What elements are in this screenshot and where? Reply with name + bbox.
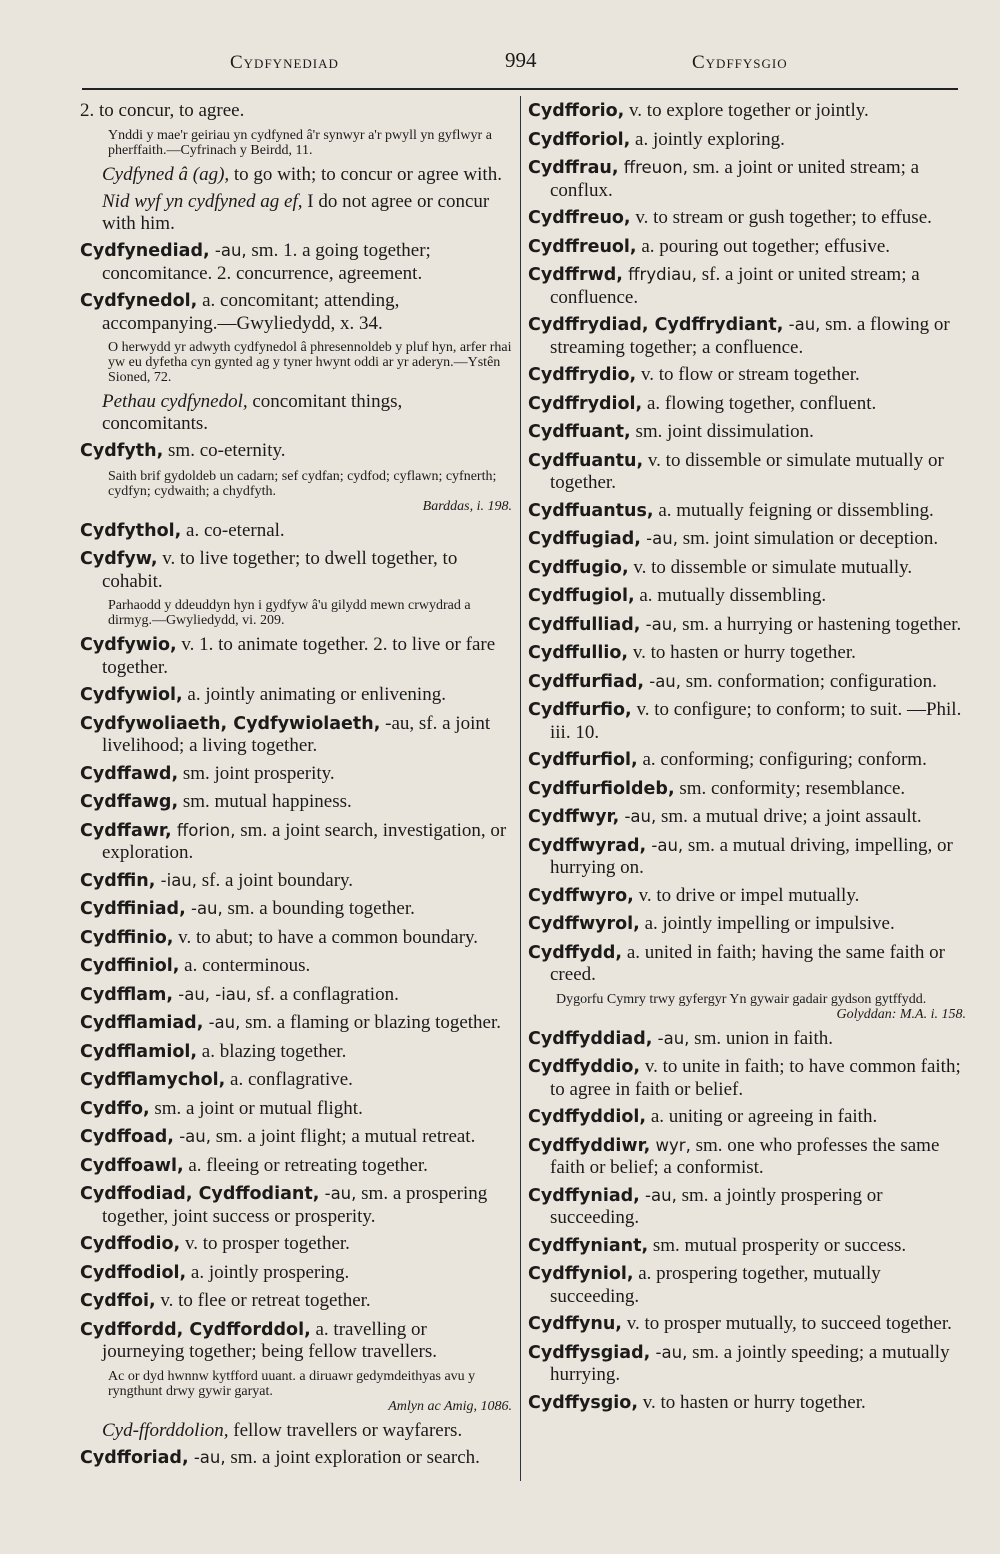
entry-headword: Cydffoi,: [80, 1291, 156, 1311]
dictionary-entry: [80, 1319, 512, 1363]
dictionary-entry: [528, 614, 966, 637]
citation-quote: [80, 1369, 512, 1414]
entry-headword: Cydffiniad,: [80, 899, 186, 919]
entry-definition: sm. 1. a going together; concomitance. 2. concurrence, agreement.: [102, 240, 431, 284]
entry-definition: sm. a joint or united stream; a conflux.: [550, 157, 920, 201]
dictionary-entry: [528, 913, 966, 936]
entry-definition: sm. a jointly speeding; a mutually hurrying.: [550, 1341, 950, 1385]
dictionary-entry: [528, 393, 966, 416]
entry-definition: a. mutually dissembling.: [634, 585, 827, 606]
dictionary-entry: [80, 870, 512, 893]
entry-plural: -iau,: [155, 870, 198, 890]
entry-plural: -au,: [173, 1127, 211, 1146]
entry-plural: -au, -iau,: [173, 984, 252, 1004]
entry-definition: v. to live together; to dwell together, to cohabit.: [102, 548, 458, 592]
entry-definition: sm. a joint or mutual flight.: [149, 1097, 363, 1119]
dictionary-entry: [528, 1235, 966, 1258]
entry-definition: a. united in faith; having the same faith or creed.: [550, 941, 945, 985]
dictionary-entry: [528, 1342, 966, 1386]
entry-definition: sm. a flowing or streaming together; a confluence.: [550, 314, 950, 358]
dictionary-entry: [528, 207, 966, 230]
entry-definition: v. to flow or stream together.: [636, 364, 860, 385]
entry-definition: a. conflagrative.: [225, 1069, 353, 1090]
entry-plural: -au,: [203, 1013, 241, 1032]
entry-headword: Cydffodio,: [80, 1234, 181, 1254]
entry-definition: sm. a mutual driving, impelling, or hurrying on.: [550, 834, 953, 878]
entry-definition: a. flowing together, confluent.: [642, 392, 877, 414]
entry-headword: Cydffoawl,: [80, 1155, 184, 1176]
entry-definition: sm. one who professes the same faith or belief; a conformist.: [550, 1134, 940, 1178]
dictionary-entry: [528, 699, 966, 743]
dictionary-entry: [528, 585, 966, 608]
dictionary-entry: [528, 421, 966, 444]
entry-definition: sm. a joint search, investigation, or exploration.: [102, 819, 507, 863]
citation-quote: [80, 128, 512, 158]
entry-plural: -au,: [185, 899, 223, 918]
dictionary-entry: [80, 713, 512, 757]
running-header: [80, 48, 960, 78]
quote-text: Parhaodd y ddeuddyn hyn i gydfyw â'u gilydd mewn crwydrad a dirmyg.—Gwyliedydd, vi. 209.: [108, 598, 471, 628]
entry-headword: Cydffyniol,: [528, 1264, 634, 1284]
entry-definition: a. conforming; configuring; conform.: [637, 749, 927, 770]
dictionary-entry: [80, 520, 512, 543]
entry-headword: Cydffugiad,: [528, 529, 641, 549]
entry-plural: -au,: [639, 1185, 677, 1205]
dictionary-entry: [80, 1447, 512, 1470]
entry-definition: a. travelling or journeying together; being fellow travellers.: [102, 1318, 438, 1362]
citation-quote: [80, 469, 512, 514]
entry-headword: Cydffo,: [80, 1098, 150, 1119]
entry-definition: a. co-eternal.: [181, 519, 285, 541]
column-divider: [520, 96, 521, 1481]
entry-definition: v. to abut; to have a common boundary.: [173, 926, 479, 948]
entry-plural: -au,: [640, 529, 678, 548]
entry-headword: Cydffawr,: [80, 820, 172, 841]
sub-phrase: [80, 191, 512, 234]
entry-definition: sm. joint dissimulation.: [630, 421, 814, 442]
entry-headword: Cydfyth,: [80, 441, 164, 461]
dictionary-entry: [528, 236, 966, 259]
dictionary-entry: [528, 1135, 966, 1179]
entry-definition: v. 1. to animate together. 2. to live or fare together.: [102, 634, 496, 678]
dictionary-entry: [80, 1012, 512, 1035]
continuation-text: 2. to concur, to agree.: [80, 100, 245, 121]
header-right-guideword: Cydffysgio: [692, 52, 788, 73]
entry-headword: Cydffrydiad, Cydffrydiant,: [528, 315, 784, 335]
entry-headword: Cydffyniant,: [528, 1235, 649, 1256]
dictionary-entry: [80, 634, 512, 678]
sub-phrase: [80, 1420, 512, 1442]
dictionary-entry: [80, 927, 512, 950]
entry-definition: sm. co-eternity.: [163, 440, 286, 461]
entry-definition: v. to hasten or hurry together.: [628, 642, 856, 663]
dictionary-entry: [80, 290, 512, 334]
entry-definition: v. to flee or retreat together.: [155, 1290, 371, 1311]
entry-definition: sm. a bounding together.: [222, 898, 415, 919]
phrase-translation: to go with; to concur or agree with.: [229, 163, 502, 185]
entry-definition: a. pouring out together; effusive.: [636, 235, 891, 257]
entry-headword: Cydffodiad, Cydffodiant,: [80, 1184, 320, 1204]
entry-headword: Cydffrwd,: [528, 265, 623, 285]
dictionary-entry: [528, 835, 966, 879]
entry-definition: sm. mutual prosperity or success.: [648, 1234, 907, 1256]
dictionary-entry: [80, 820, 512, 864]
dictionary-entry: [528, 364, 966, 387]
dictionary-entry: [80, 1233, 512, 1256]
entry-headword: Cydffurfiol,: [528, 750, 638, 770]
dictionary-entry: [80, 548, 512, 592]
entry-definition: a. jointly exploring.: [630, 128, 785, 150]
entry-headword: Cydfforiad,: [80, 1448, 189, 1468]
dictionary-entry: [528, 671, 966, 694]
entry-headword: Cydffrydiol,: [528, 393, 643, 414]
dictionary-entry: [80, 1041, 512, 1064]
entry-definition: a. conterminous.: [179, 955, 311, 976]
entry-definition: v. to drive or impel mutually.: [633, 884, 860, 906]
dictionary-entry: [80, 1098, 512, 1121]
quote-text: Saith brif gydoldeb un cadarn; sef cydfan; cydfod; cyflawn; cyfnerth; cydfyn; cydwaith; a chydfyth.: [108, 468, 497, 499]
entry-headword: Cydfywio,: [80, 635, 177, 655]
entry-headword: Cydffwyro,: [528, 885, 634, 906]
entry-headword: Cydffuantu,: [528, 450, 644, 471]
entry-plural: -au,: [650, 1342, 688, 1362]
entry-plural: -au,: [646, 835, 684, 855]
entry-headword: Cydffynu,: [528, 1314, 622, 1334]
phrase-translation: I do not agree or concur with him.: [102, 191, 490, 234]
page-number: 994: [505, 48, 537, 72]
dictionary-entry: [528, 642, 966, 665]
dictionary-entry: [80, 1183, 512, 1227]
dictionary-entry: [80, 898, 512, 921]
entry-definition: a. blazing together.: [197, 1040, 347, 1062]
entry-definition: sm. union in faith.: [689, 1027, 833, 1049]
entry-headword: Cydffysgiad,: [528, 1342, 651, 1363]
entry-headword: Cydffydd,: [528, 942, 623, 963]
quote-source: Amlyn ac Amig, 1086.: [388, 1398, 512, 1414]
entry-headword: Cydffurfioldeb,: [528, 778, 675, 799]
dictionary-entry: [528, 885, 966, 908]
entry-headword: Cydffwyr,: [528, 807, 620, 827]
entry-plural: -au,: [188, 1448, 226, 1467]
phrase-welsh: Cyd-fforddolion,: [102, 1419, 229, 1441]
entry-definition: a. jointly prospering.: [186, 1261, 350, 1283]
entry-headword: Cydffawd,: [80, 763, 179, 784]
entry-headword: Cydfynedol,: [80, 291, 198, 311]
citation-quote: [80, 598, 512, 628]
dictionary-entry: [528, 1028, 966, 1051]
entry-headword: Cydffreuo,: [528, 208, 631, 228]
dictionary-entry: [528, 450, 966, 494]
sub-phrase: [80, 164, 512, 186]
dictionary-entry: [528, 557, 966, 580]
entry-headword: Cydffoad,: [80, 1127, 174, 1147]
entry-definition: sf. a joint or united stream; a confluence.: [550, 264, 920, 308]
dictionary-entry: [528, 1392, 966, 1415]
entry-plural: fforion,: [171, 820, 236, 840]
dictionary-entry: [528, 1313, 966, 1336]
entry-headword: Cydffugiol,: [528, 586, 635, 606]
dictionary-entry: [528, 778, 966, 801]
entry-definition: sm. a mutual drive; a joint assault.: [656, 806, 922, 827]
entry-definition: sm. a jointly prospering or succeeding.: [550, 1184, 883, 1228]
entry-definition: a. uniting or agreeing in faith.: [646, 1106, 878, 1127]
dictionary-entry: [80, 240, 512, 284]
entry-definition: a. prospering together, mutually succeeding.: [550, 1263, 881, 1307]
entry-definition: v. to hasten or hurry together.: [637, 1391, 866, 1413]
entry-definition: sf. a conflagration.: [251, 983, 399, 1005]
entry-definition: a. mutually feigning or dissembling.: [653, 499, 934, 521]
entry-plural: wyr,: [650, 1135, 691, 1155]
entry-headword: Cydffodiol,: [80, 1262, 187, 1283]
quote-text: Ynddi y mae'r geiriau yn cydfyned â'r synwyr a'r pwyll yn gyflwyr a pherffaith.—Cyfrinach y Beirdd, 11.: [108, 127, 492, 158]
dictionary-entry: [80, 1155, 512, 1178]
entry-headword: Cydffullio,: [528, 643, 629, 663]
dictionary-entry: [528, 129, 966, 152]
entry-headword: Cydffin,: [80, 870, 156, 891]
entry-headword: Cydfforio,: [528, 101, 625, 121]
dictionary-entry: [528, 500, 966, 523]
quote-text: O herwydd yr adwyth cydfynedol â phresennoldeb y pluf hyn, arfer rhai yw eu dyfetha cyn gynted ag y tyner hwynt oddi ar yr aderyn.—Ystên Sioned, 72.: [108, 340, 512, 385]
entry-definition: sm. a flaming or blazing together.: [240, 1012, 502, 1033]
dictionary-entry: [80, 763, 512, 786]
entry-plural: ffreuon,: [618, 158, 688, 177]
entry-definition: sf. a joint boundary.: [197, 869, 354, 891]
entry-headword: Cydffuantus,: [528, 500, 654, 521]
dictionary-entry: [528, 1185, 966, 1229]
citation-quote: [80, 340, 512, 385]
entry-definition: sm. a hurrying or hastening together.: [677, 613, 962, 635]
entry-headword: Cydffyddiad,: [528, 1028, 653, 1049]
entry-definition: v. to dissemble or simulate mutually.: [628, 556, 913, 578]
entry-definition: a. fleeing or retreating together.: [183, 1154, 428, 1176]
entry-headword: Cydffiniol,: [80, 956, 180, 976]
entry-definition: sm. conformity; resemblance.: [674, 777, 906, 799]
entry-definition: a. concomitant; attending, accompanying.—Gwyliedydd, x. 34.: [102, 290, 400, 334]
entry-headword: Cydffyddio,: [528, 1057, 641, 1077]
entry-definition: sm. mutual happiness.: [178, 791, 352, 812]
entry-headword: Cydfythol,: [80, 520, 182, 541]
entry-plural: -au,: [640, 614, 678, 634]
dictionary-entry: [528, 264, 966, 308]
entry-headword: Cydffreuol,: [528, 236, 637, 257]
dictionary-entry: [528, 1106, 966, 1129]
entry-definition: sm. a joint flight; a mutual retreat.: [210, 1126, 476, 1147]
phrase-welsh: Nid wyf yn cydfyned ag ef,: [102, 191, 303, 212]
entry-definition: v. to stream or gush together; to effuse.: [630, 207, 932, 228]
entry-plural: -au,: [319, 1184, 357, 1203]
entry-plural: -au,: [783, 315, 821, 334]
phrase-welsh: Cydfyned â (ag),: [102, 163, 230, 185]
entry-plural: -au,: [644, 671, 682, 691]
entry-headword: Cydfywoliaeth, Cydfywiolaeth,: [80, 713, 381, 734]
entry-headword: Cydfflamiad,: [80, 1013, 204, 1033]
dictionary-entry: [80, 1290, 512, 1313]
entry-headword: Cydffyniad,: [528, 1185, 640, 1206]
phrase-translation: concomitant things, concomitants.: [102, 391, 403, 434]
entry-definition: a. jointly impelling or impulsive.: [639, 913, 895, 934]
citation-quote: [528, 992, 966, 1022]
dictionary-entry: [528, 1263, 966, 1307]
header-left-guideword: Cydfynediad: [230, 52, 339, 73]
entry-definition: v. to dissemble or simulate mutually or together.: [550, 449, 944, 493]
entry-definition: a. jointly animating or enlivening.: [182, 684, 446, 705]
dictionary-entry: [80, 1069, 512, 1092]
entry-definition: v. to configure; to conform; to suit. —Phil. iii. 10.: [550, 699, 962, 743]
entry-definition: v. to prosper mutually, to succeed together.: [621, 1313, 952, 1334]
dictionary-entry: [528, 314, 966, 358]
entry-headword: Cydffulliad,: [528, 614, 641, 635]
entry-headword: Cydffawg,: [80, 792, 179, 812]
phrase-translation: fellow travellers or wayfarers.: [228, 1419, 463, 1441]
dictionary-entry: [80, 684, 512, 707]
phrase-welsh: Pethau cydfynedol,: [102, 391, 248, 412]
entry-definition: sm. conformation; configuration.: [681, 670, 937, 692]
dictionary-entry: [80, 1126, 512, 1149]
entry-headword: Cydffyddiol,: [528, 1107, 647, 1127]
dictionary-entry: [80, 1262, 512, 1285]
dictionary-entry: [528, 528, 966, 551]
entry-definition: -au, sf. a joint livelihood; a living together.: [102, 712, 491, 756]
entry-definition: v. to explore together or jointly.: [624, 100, 869, 121]
entry-headword: Cydffyddiwr,: [528, 1135, 651, 1156]
entry-plural: -au,: [652, 1028, 690, 1048]
entry-headword: Cydffwyrad,: [528, 835, 647, 856]
entry-headword: Cydfflam,: [80, 984, 174, 1005]
entry-definition: v. to unite in faith; to have common faith; to agree in faith or belief.: [550, 1056, 961, 1100]
dictionary-entry: [528, 100, 966, 123]
quote-source: Barddas, i. 198.: [422, 498, 512, 514]
quote-text: Ac or dyd hwnnw kytfford uuant. a diruawr gedymdeithyas avu y ryngthunt drwy gywir garyat.: [108, 1368, 476, 1399]
dictionary-entry: [80, 955, 512, 978]
entry-headword: Cydfflamychol,: [80, 1070, 226, 1090]
entry-definition: sm. joint prosperity.: [178, 762, 335, 784]
quote-text: Dygorfu Cymry trwy gyfergyr Yn gywair gadair gydson gytffydd.: [556, 991, 927, 1007]
entry-headword: Cydfflamiol,: [80, 1041, 198, 1062]
entry-definition: v. to prosper together.: [180, 1233, 350, 1254]
entry-plural: ffrydiau,: [622, 265, 697, 284]
entry-definition: sm. a prospering together, joint success or prosperity.: [102, 1183, 488, 1227]
dictionary-entry: [528, 749, 966, 772]
dictionary-entry: [528, 157, 966, 201]
entry-definition: sm. a joint exploration or search.: [225, 1447, 480, 1468]
entry-headword: Cydffurfio,: [528, 700, 632, 720]
dictionary-entry: [528, 1056, 966, 1100]
entry-headword: Cydffordd, Cydfforddol,: [80, 1319, 311, 1340]
entry-headword: Cydffysgio,: [528, 1392, 638, 1413]
entry-headword: Cydfywiol,: [80, 685, 183, 705]
right-column: [528, 100, 966, 1420]
left-column: [80, 100, 512, 1476]
entry-headword: Cydffuant,: [528, 422, 631, 442]
entry-headword: Cydffugio,: [528, 557, 629, 578]
entry-plural: -au,: [209, 241, 247, 260]
entry-headword: Cydffrydio,: [528, 365, 637, 385]
dictionary-entry: [528, 806, 966, 829]
dictionary-entry: [80, 791, 512, 814]
entry-headword: Cydfyw,: [80, 549, 158, 569]
entry-headword: Cydffurfiad,: [528, 671, 644, 692]
entry-headword: Cydffinio,: [80, 927, 174, 948]
dictionary-entry: [528, 942, 966, 986]
entry-headword: Cydffrau,: [528, 158, 619, 178]
entry-headword: Cydfynediad,: [80, 241, 210, 261]
entry-plural: -au,: [619, 807, 657, 826]
dictionary-entry: [80, 440, 512, 463]
entry-headword: Cydfforiol,: [528, 129, 631, 150]
dictionary-entry: [80, 984, 512, 1007]
header-rule: [82, 88, 958, 90]
sub-phrase: [80, 391, 512, 434]
entry-definition: sm. joint simulation or deception.: [677, 528, 939, 549]
entry-headword: Cydffwyrol,: [528, 914, 640, 934]
quote-source: Golyddan: M.A. i. 158.: [836, 1006, 966, 1022]
